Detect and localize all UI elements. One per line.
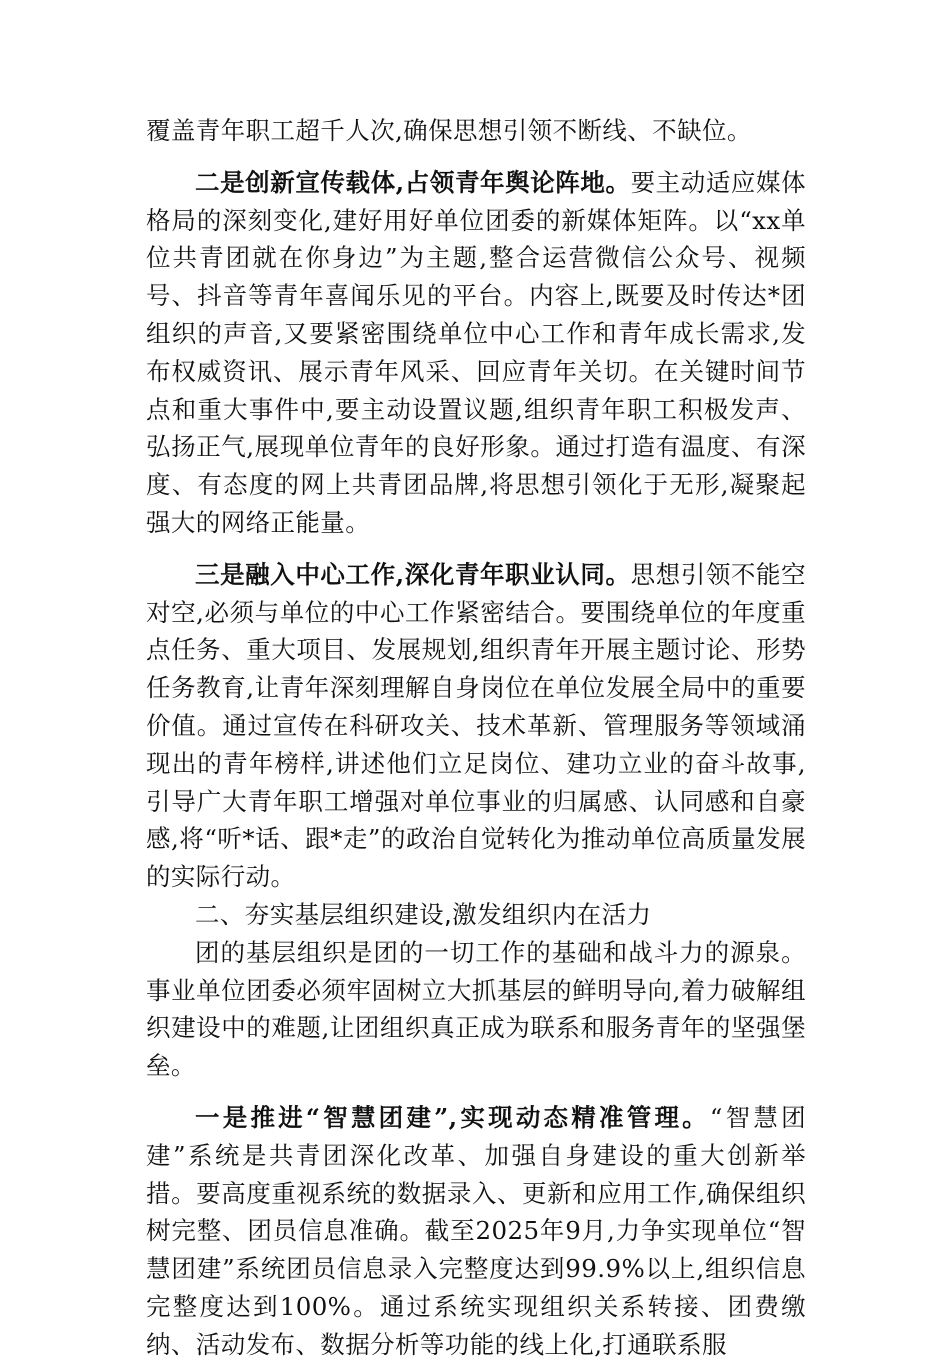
paragraph-lead: 一是推进“智慧团建”,实现动态精准管理。 bbox=[195, 1102, 710, 1132]
paragraph-gap bbox=[146, 150, 806, 164]
paragraph-lead: 二是创新宣传载体,占领青年舆论阵地。 bbox=[195, 167, 631, 197]
section-intro bbox=[146, 934, 806, 1085]
paragraph-gap bbox=[146, 1085, 806, 1099]
paragraph-text: “智慧团建”系统是共青团深化改革、加强自身建设的重大创新举措。要高度重视系统的数据录入、更新和应用工作,确保组织树完整、团员信息准确。截至2025年9月,力争实现单位“智慧团建”系统团员信息录入完整度达到99.9%以上,组织信息完整度达到100%。通过系统实现组织关系转接、团费缴纳、活动发布、数据分析等功能的线上化,打通联系服 bbox=[146, 1102, 807, 1359]
paragraph-text: 覆盖青年职工超千人次,确保思想引领不断线、不缺位。 bbox=[146, 116, 752, 145]
paragraph-gap bbox=[146, 542, 806, 556]
paragraph-continuation bbox=[146, 112, 806, 150]
paragraph-central-work bbox=[146, 556, 806, 896]
paragraph-text: 要主动适应媒体格局的深刻变化,建好用好单位团委的新媒体矩阵。以“xx单位共青团就在你身边”为主题,整合运营微信公众号、视频号、抖音等青年喜闻乐见的平台。内容上,既要及时传达*团组织的声音,又要紧密围绕单位中心工作和青年成长需求,发布权威资讯、展示青年风采、回应青年关切。在关键时间节点和重大事件中,要主动设置议题,组织青年职工积极发声、弘扬正气,展现单位青年的良好形象。通过打造有温度、有深度、有态度的网上共青团品牌,将思想引领化于无形,凝聚起强大的网络正能量。 bbox=[146, 167, 806, 537]
paragraph-text: 团的基层组织是团的一切工作的基础和战斗力的源泉。事业单位团委必须牢固树立大抓基层的鲜明导向,着力破解组织建设中的难题,让团组织真正成为联系和服务青年的坚强堡垒。 bbox=[146, 937, 806, 1081]
document-page bbox=[146, 112, 806, 1364]
paragraph-text: 思想引领不能空对空,必须与单位的中心工作紧密结合。要围绕单位的年度重点任务、重大项目、发展规划,组织青年开展主题讨论、形势任务教育,让青年深刻理解自身岗位在单位发展全局中的重要价值。通过宣传在科研攻关、技术革新、管理服务等领域涌现出的青年榜样,讲述他们立足岗位、建功立业的奋斗故事,引导广大青年职工增强对单位事业的归属感、认同感和自豪感,将“听*话、跟*走”的政治自觉转化为推动单位高质量发展的实际行动。 bbox=[146, 559, 806, 892]
paragraph-smart-league bbox=[146, 1099, 806, 1364]
paragraph-lead: 三是融入中心工作,深化青年职业认同。 bbox=[195, 559, 631, 589]
paragraph-innovate-propaganda bbox=[146, 164, 806, 542]
section-heading: 二、夯实基层组织建设,激发组织内在活力 bbox=[195, 899, 652, 929]
